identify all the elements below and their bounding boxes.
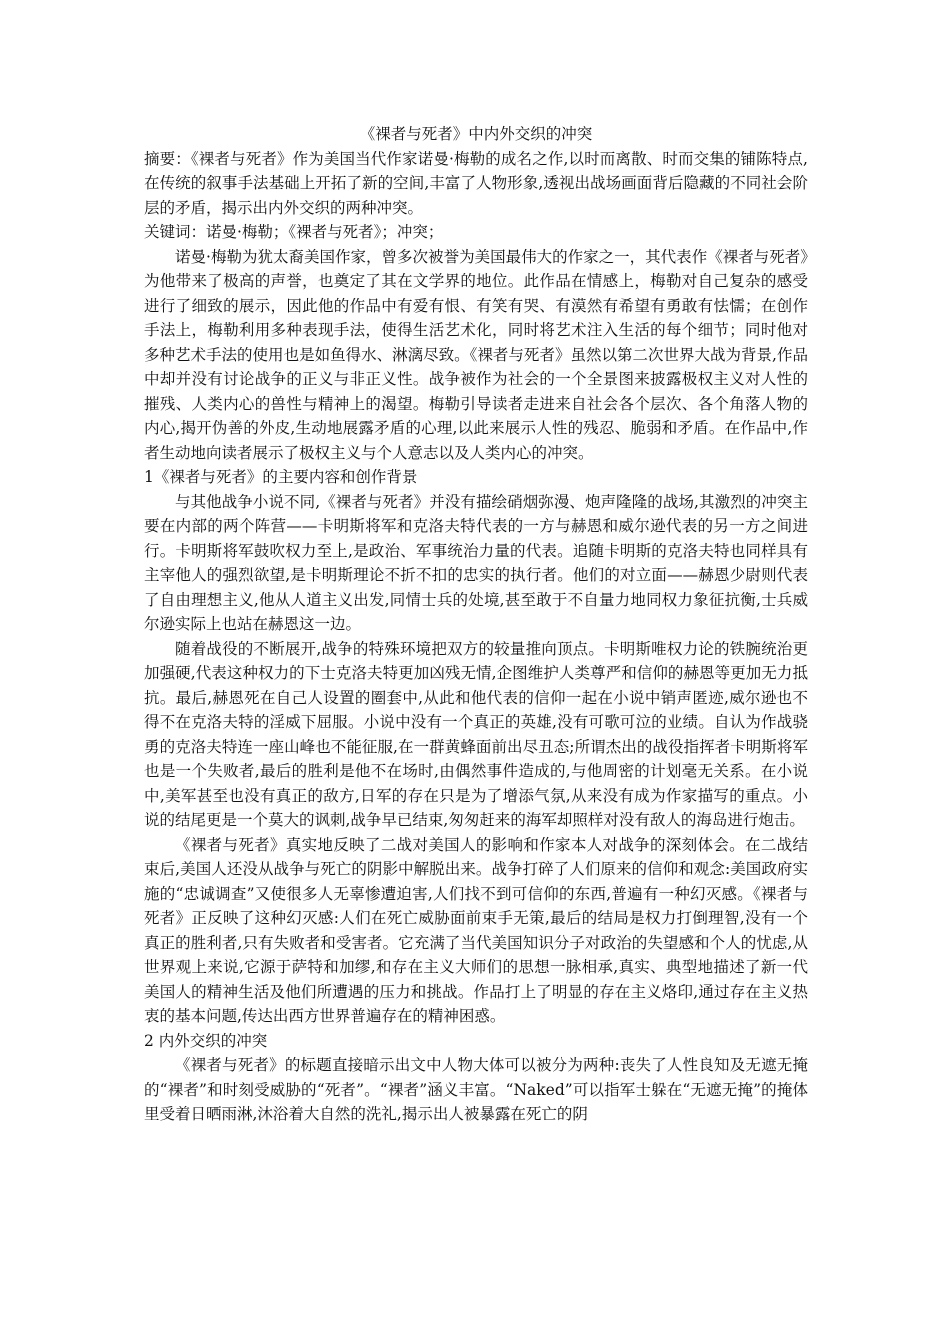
document-page — [144, 122, 808, 1127]
section-1-paragraph-2: 随着战役的不断展开,战争的特殊环境把双方的较量推向顶点。卡明斯唯权力论的铁腕统治更加强硬,代表这种权力的下士克洛夫特更加凶残无情,企图维护人类尊严和信仰的赫恩等更加无力抵抗。最后,赫恩死在自己人设置的圈套中,从此和他代表的信仰一起在小说中销声匿迹,威尔逊也不得不在克洛夫特的淫威下屈服。小说中没有一个真正的英雄,没有可歌可泣的业绩。自认为作战骁勇的克洛夫特连一座山峰也不能征服,在一群黄蜂面前出尽丑态;所谓杰出的战役指挥者卡明斯将军也是一个失败者,最后的胜利是他不在场时,由偶然事件造成的,与他周密的计划毫无关系。在小说中,美军甚至也没有真正的敌方,日军的存在只是为了增添气氛,从来没有成为作家描写的重点。小说的结尾更是一个莫大的讽刺,战争早已结束,匆匆赶来的海军却照样对没有敌人的海岛进行炮击。 — [144, 639, 808, 829]
document-title: 《裸者与死者》中内外交织的冲突 — [359, 125, 593, 143]
section-2-paragraph-1: 《裸者与死者》的标题直接暗示出文中人物大体可以被分为两种:丧失了人性良知及无遮无掩的“裸者”和时刻受威胁的“死者”。“裸者”涵义丰富。“Naked”可以指军士躲在“无遮无掩”的掩体里受着日晒雨淋,沐浴着大自然的洗礼,揭示出人被暴露在死亡的阴 — [144, 1056, 808, 1123]
abstract: 摘要：《裸者与死者》作为美国当代作家诺曼·梅勒的成名之作,以时而离散、时而交集的铺陈特点,在传统的叙事手法基础上开拓了新的空间,丰富了人物形象,透视出战场画面背后隐藏的不同社会阶层的矛盾，揭示出内外交织的两种冲突。 — [144, 149, 808, 217]
section-1-paragraph-3: 《裸者与死者》真实地反映了二战对美国人的影响和作家本人对战争的深刻体会。在二战结束后,美国人还没从战争与死亡的阴影中解脱出来。战争打碎了人们原来的信仰和观念:美国政府实施的“忠诚调查”又使很多人无辜惨遭迫害,人们找不到可信仰的东西,普遍有一种幻灭感。《裸者与死者》正反映了这种幻灭感:人们在死亡威胁面前束手无策,最后的结局是权力打倒理智,没有一个真正的胜利者,只有失败者和受害者。它充满了当代美国知识分子对政治的失望感和个人的忧虑,从世界观上来说,它源于萨特和加缪,和存在主义大师们的思想一脉相承,真实、典型地描述了新一代美国人的精神生活及他们所遭遇的压力和挑战。作品打上了明显的存在主义烙印,通过存在主义热衷的基本问题,传达出西方世界普遍存在的精神困惑。 — [144, 835, 808, 1025]
section-1-paragraph-1: 与其他战争小说不同,《裸者与死者》并没有描绘硝烟弥漫、炮声隆隆的战场,其激烈的冲突主要在内部的两个阵营——卡明斯将军和克洛夫特代表的一方与赫恩和威尔逊代表的另一方之间进行。卡明斯将军鼓吹权力至上,是政治、军事统治力量的代表。追随卡明斯的克洛夫特也同样具有主宰他人的强烈欲望,是卡明斯理论不折不扣的忠实的执行者。他们的对立面——赫恩少尉则代表了自由理想主义,他从人道主义出发,同情士兵的处境,甚至敢于不自量力地同权力象征抗衡,士兵威尔逊实际上也站在赫恩这一边。 — [144, 492, 808, 633]
section-2-heading: 2 内外交织的冲突 — [144, 1031, 268, 1050]
intro-paragraph: 诺曼·梅勒为犹太裔美国作家，曾多次被誉为美国最伟大的作家之一，其代表作《裸者与死者》为他带来了极高的声誉，也奠定了其在文学界的地位。此作品在情感上，梅勒对自己复杂的感受进行了细致的展示，因此他的作品中有爱有恨、有笑有哭、有漠然有希望有勇敢有怯懦；在创作手法上，梅勒利用多种表现手法，使得生活艺术化，同时将艺术注入生活的每个细节；同时他对多种艺术手法的使用也是如鱼得水、淋漓尽致。《裸者与死者》虽然以第二次世界大战为背景,作品中却并没有讨论战争的正义与非正义性。战争被作为社会的一个全景图来披露极权主义对人性的摧残、人类内心的兽性与精神上的渴望。梅勒引导读者走进来自社会各个层次、各个角落人物的内心,揭开伪善的外皮,生动地展露矛盾的心理,以此来展示人性的残忍、脆弱和矛盾。在作品中,作者生动地向读者展示了极权主义与个人意志以及人类内心的冲突。 — [144, 247, 808, 462]
keywords: 关键词：诺曼·梅勒；《裸者与死者》；冲突； — [144, 223, 444, 241]
section-1-heading: 1《裸者与死者》的主要内容和创作背景 — [144, 468, 418, 486]
